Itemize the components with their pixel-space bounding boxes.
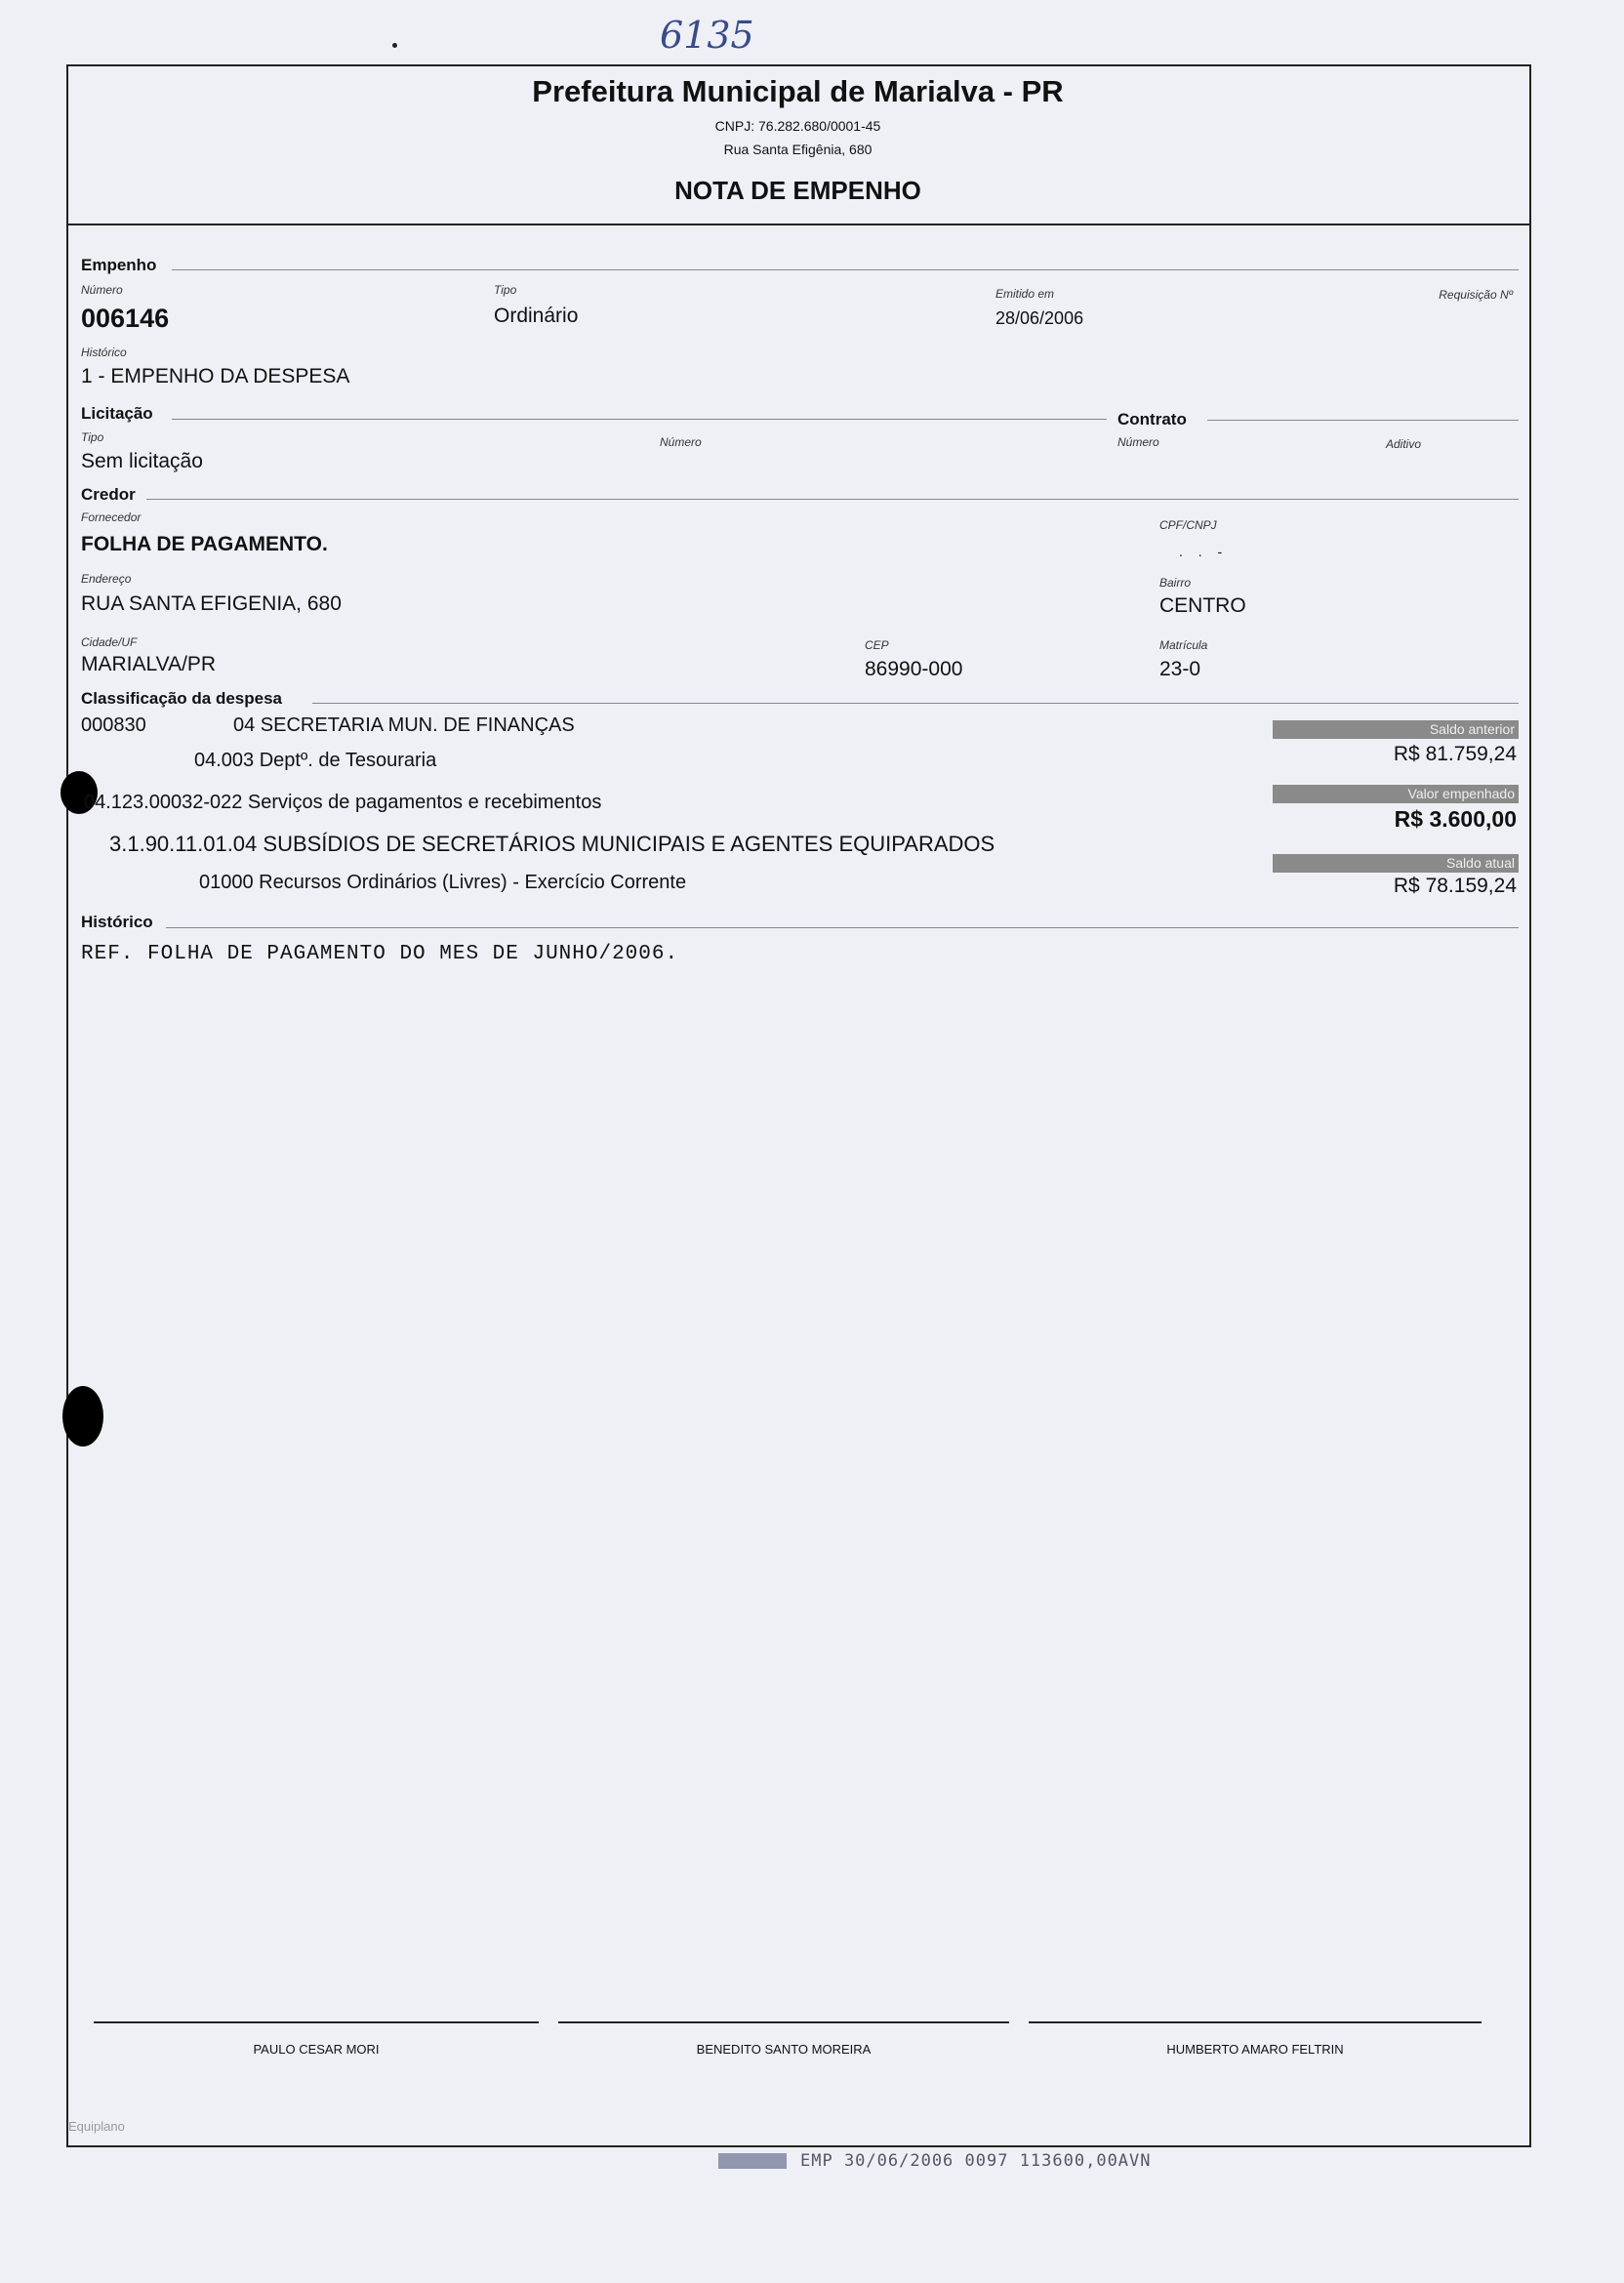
saldo-anterior-value: R$ 81.759,24 [1393, 743, 1517, 765]
section-historico-line [166, 927, 1519, 928]
bairro-value: CENTRO [1159, 594, 1246, 617]
punch-hole-2 [62, 1386, 103, 1447]
signature-line-2 [558, 2021, 1009, 2023]
section-classificacao: Classificação da despesa [81, 689, 283, 708]
stamp-logo-icon [718, 2153, 787, 2169]
section-credor: Credor [81, 485, 136, 504]
section-empenho: Empenho [81, 256, 157, 274]
header-separator [66, 224, 1529, 225]
cpf-label: CPF/CNPJ [1159, 518, 1217, 532]
section-contrato: Contrato [1117, 410, 1187, 428]
cep-label: CEP [865, 638, 889, 652]
section-credor-line [146, 499, 1519, 500]
footer-left-label: Equiplano [68, 2119, 125, 2134]
empenho-numero-label: Número [81, 283, 123, 297]
saldo-anterior-bar: Saldo anterior [1273, 720, 1519, 739]
punch-dot [392, 43, 397, 48]
saldo-atual-value: R$ 78.159,24 [1393, 875, 1517, 897]
org-cnpj: CNPJ: 76.282.680/0001-45 [714, 118, 881, 134]
historico-text: REF. FOLHA DE PAGAMENTO DO MES DE JUNHO/2006. [81, 943, 679, 965]
class-line3: 04.123.00032-022 Serviços de pagamentos e recebimentos [84, 792, 602, 813]
org-address: Rua Santa Efigênia, 680 [723, 142, 873, 157]
section-empenho-line [172, 269, 1519, 270]
signature-name-2: BENEDITO SANTO MOREIRA [696, 2042, 872, 2057]
empenho-historico: 1 - EMPENHO DA DESPESA [81, 365, 350, 387]
fornecedor-value: FOLHA DE PAGAMENTO. [81, 533, 328, 555]
cidade-label: Cidade/UF [81, 635, 138, 649]
cep-value: 86990-000 [865, 658, 963, 680]
requisicao-label: Requisição Nº [1439, 288, 1513, 302]
valor-empenhado-bar: Valor empenhado [1273, 785, 1519, 803]
endereco-label: Endereço [81, 572, 132, 586]
matricula-label: Matrícula [1159, 638, 1208, 652]
emitido-date: 28/06/2006 [995, 308, 1084, 328]
matricula-value: 23-0 [1159, 658, 1201, 680]
signature-line-1 [94, 2021, 539, 2023]
contrato-aditivo-label: Aditivo [1386, 437, 1422, 451]
class-line4: 3.1.90.11.01.04 SUBSÍDIOS DE SECRETÁRIOS MUNICIPAIS E AGENTES EQUIPARADOS [109, 832, 995, 856]
saldo-atual-bar: Saldo atual [1273, 854, 1519, 873]
section-licitacao-line [172, 419, 1107, 420]
class-line1-text: 04 SECRETARIA MUN. DE FINANÇAS [233, 714, 575, 736]
section-licitacao: Licitação [81, 404, 153, 423]
empenho-tipo-label: Tipo [494, 283, 517, 297]
section-classificacao-line [312, 703, 1519, 704]
bottom-stamp: EMP 30/06/2006 0097 113600,00AVN [800, 2151, 1152, 2171]
signature-line-3 [1029, 2021, 1482, 2023]
fornecedor-label: Fornecedor [81, 510, 142, 524]
endereco-value: RUA SANTA EFIGENIA, 680 [81, 592, 342, 615]
class-line5: 01000 Recursos Ordinários (Livres) - Exercício Corrente [199, 872, 687, 893]
emitido-label: Emitido em [995, 287, 1055, 301]
licitacao-tipo-label: Tipo [81, 430, 104, 444]
cpf-value: . . - [1179, 544, 1229, 559]
handwritten-number: 6135 [660, 14, 754, 57]
bairro-label: Bairro [1159, 576, 1192, 590]
empenho-numero: 006146 [81, 304, 170, 333]
org-name: Prefeitura Municipal de Marialva - PR [532, 74, 1064, 108]
class-line1-code: 000830 [81, 714, 146, 736]
signature-name-1: PAULO CESAR MORI [253, 2042, 380, 2057]
licitacao-numero-label: Número [660, 435, 702, 449]
empenho-historico-label: Histórico [81, 346, 127, 359]
doc-title: NOTA DE EMPENHO [674, 176, 921, 205]
cidade-value: MARIALVA/PR [81, 653, 217, 675]
section-historico: Histórico [81, 913, 153, 931]
licitacao-tipo: Sem licitação [81, 450, 203, 472]
valor-empenhado-value: R$ 3.600,00 [1394, 806, 1517, 832]
empenho-tipo: Ordinário [494, 305, 579, 327]
class-line2: 04.003 Deptº. de Tesouraria [194, 750, 437, 771]
contrato-numero-label: Número [1117, 435, 1159, 449]
section-contrato-line [1207, 420, 1519, 421]
signature-name-3: HUMBERTO AMARO FELTRIN [1166, 2042, 1344, 2057]
